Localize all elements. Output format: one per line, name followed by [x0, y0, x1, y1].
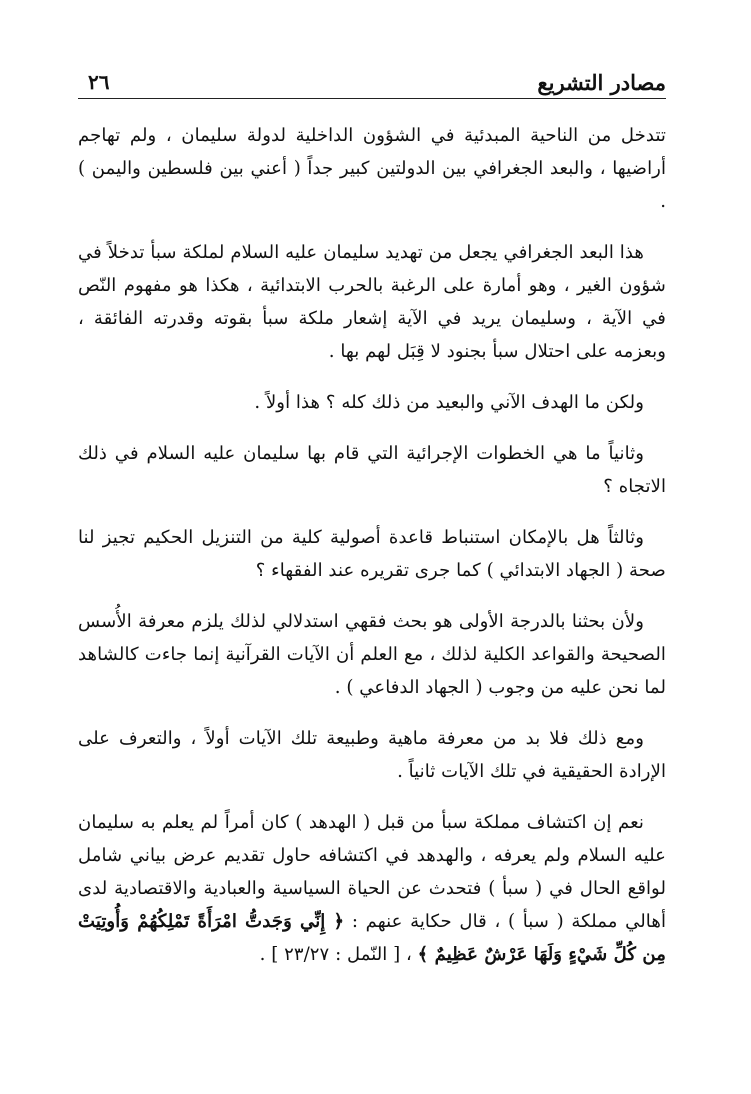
- paragraph-2: هذا البعد الجغرافي يجعل من تهديد سليمان عليه السلام لملكة سبأ تدخلاً في شؤون الغير ، وهو أمارة على الرغبة بالحرب الابتدائية ، هكذا هو مفهوم النّص في الآية ، وسليمان يريد في الآية إشعار ملكة سبأ بقوته وقدرته الفائقة ، وبعزمه على احتلال سبأ بجنود لا قِبَل لهم بها .: [78, 242, 666, 362]
- paragraph-3: ولكن ما الهدف الآني والبعيد من ذلك كله ؟ هذا أولاً .: [254, 392, 644, 413]
- paragraph-1: تتدخل من الناحية المبدئية في الشؤون الداخلية لدولة سليمان ، ولم تهاجم أراضيها ، والبعد الجغرافي بين الدولتين كبير جداً ( أعني بين فلسطين واليمن ) .: [78, 125, 666, 212]
- page-header: [78, 66, 666, 99]
- page-number: ٢٦: [88, 70, 110, 94]
- paragraph-4: وثانياً ما هي الخطوات الإجرائية التي قام بها سليمان عليه السلام في ذلك الاتجاه ؟: [78, 443, 666, 497]
- page-body: [78, 119, 666, 971]
- paragraph-8: [78, 806, 666, 971]
- verse-citation: ، [ النّمل : ٢٣/٢٧ ] .: [259, 944, 412, 965]
- paragraph-5: وثالثاً هل بالإمكان استنباط قاعدة أصولية كلية من التنزيل الحكيم تجيز لنا صحة ( الجهاد الابتدائي ) كما جرى تقريره عند الفقهاء ؟: [78, 527, 666, 581]
- book-page: [78, 66, 666, 989]
- running-title: مصادر التشريع: [537, 70, 666, 95]
- paragraph-6: ولأن بحثنا بالدرجة الأولى هو بحث فقهي استدلالي لذلك يلزم معرفة الأُسس الصحيحة والقواعد الكلية لذلك ، مع العلم أن الآيات القرآنية إنما جاءت كالشاهد لما نحن عليه من وجوب ( الجهاد الدفاعي ) .: [78, 611, 666, 698]
- paragraph-7: ومع ذلك فلا بد من معرفة ماهية وطبيعة تلك الآيات أولاً ، والتعرف على الإرادة الحقيقية في تلك الآيات ثانياً .: [78, 728, 666, 782]
- quran-verse: ﴿ إِنِّي وَجَدتُّ امْرَأَةً تَمْلِكُهُمْ وَأُوتِيَتْ مِن كُلِّ شَيْءٍ وَلَهَا عَرْشٌ عَظِيمٌ ﴾: [78, 911, 666, 965]
- paragraph-8-text: نعم إن اكتشاف مملكة سبأ من قبل ( الهدهد ) كان أمراً لم يعلم به سليمان عليه السلام ولم يعرفه ، والهدهد في اكتشافه حاول تقديم عرض بياني شامل لواقع الحال في ( سبأ ) فتحدث عن الحياة السياسية والعبادية والاقتصادية لدى أهالي مملكة ( سبأ ) ، قال حكاية عنهم :: [78, 812, 666, 932]
